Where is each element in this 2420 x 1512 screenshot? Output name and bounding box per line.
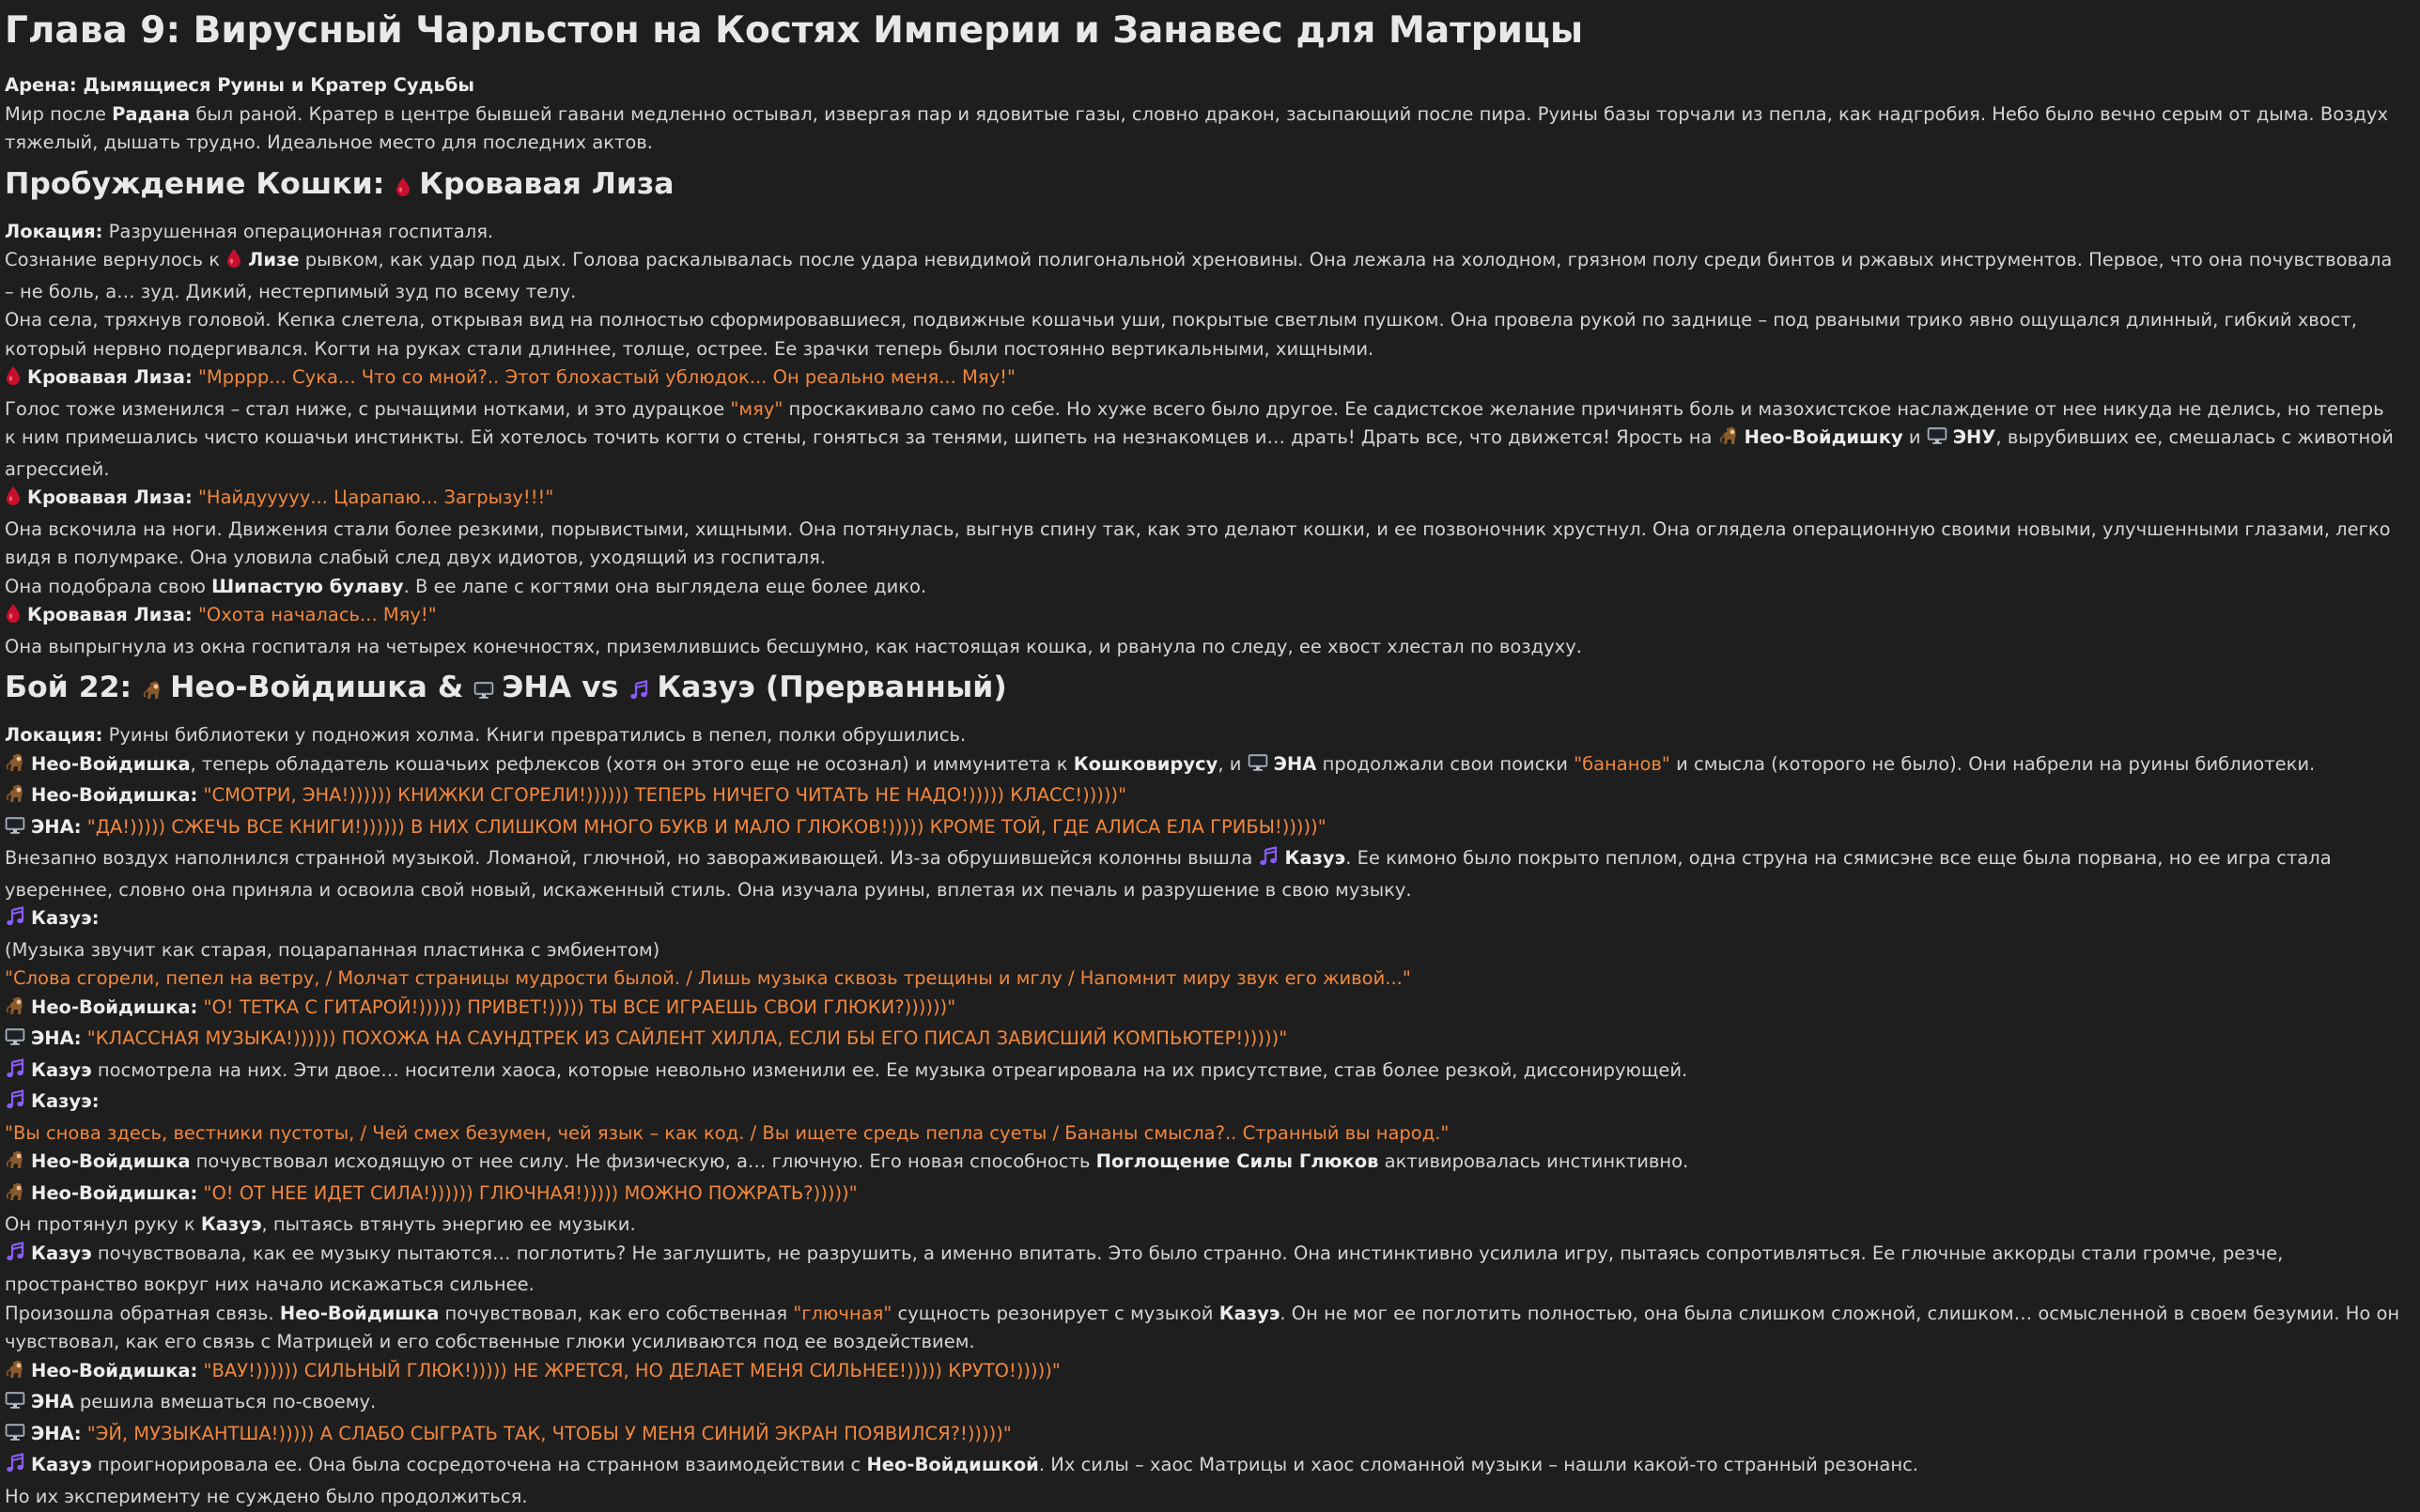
monkey-icon: [5, 752, 25, 782]
blood-drop-icon: [5, 365, 22, 395]
monkey-icon: [142, 671, 163, 712]
paragraph: [5, 573, 2400, 602]
text-span: почувствовал исходящую от нее силу. Не физическую, а… глючную. Его новая способность: [190, 1150, 1096, 1172]
dialogue-line: [5, 1088, 2400, 1119]
heading-text: Кровавая Лиза: [419, 166, 675, 201]
dialogue-line: [5, 601, 2400, 633]
text-span: проигнорировала ее. Она была сосредоточена на странном взаимодействии с: [91, 1454, 867, 1475]
text-span: . Ее кимоно было покрыто пеплом, одна струна на сямисэне все еще была порвана, но ее игра стала увереннее, словно она приняла и освоила свой новый, искаженный стиль. Она изучала руины, вплетая их печаль и разрушение в свою музыку.: [5, 847, 2332, 901]
text-span: Мир после: [5, 102, 113, 125]
paragraph: [5, 1148, 2400, 1180]
text-span: , и: [1218, 752, 1248, 775]
quote: "глючная": [793, 1302, 892, 1324]
blood-drop-icon: [395, 167, 411, 208]
stage-note: (Музыка звучит как старая, поцарапанная пластинка с эмбиентом): [5, 938, 660, 961]
location-text: Руины библиотеки у подножия холма. Книги превратились в пепел, полки обрушились.: [102, 724, 967, 746]
dialogue-line: [5, 904, 2400, 936]
music-notes-icon: [5, 1453, 25, 1483]
quote: "ВАУ!)))))) СИЛЬНЫЙ ГЛЮК!))))) НЕ ЖРЕТСЯ, НО ДЕЛАЕТ МЕНЯ СИЛЬНЕЕ!))))) КРУТО!)))))": [203, 1359, 1061, 1381]
music-notes-icon: [1258, 846, 1279, 876]
text-span: сущность резонирует с музыкой: [892, 1302, 1219, 1324]
dialogue-line: [5, 363, 2400, 395]
heading-text: ЭНА vs: [502, 671, 629, 704]
text-span: проскакивало само по себе. Но хуже всего было другое. Ее садистское желание причинять боль и мазохистское наслаждение от нее никуда не делись, но теперь к ним примешались чисто кошачьи инстинкты. Ей хотелось точить когти о стены, гоняться за тенями, шипеть на незнакомцев и… драть! Драть все, что движется! Ярость на: [5, 397, 2384, 448]
name-neo: Нео-Войдишка: [31, 752, 191, 775]
computer-icon: [5, 815, 25, 845]
quote: "КЛАССНАЯ МУЗЫКА!)))))) ПОХОЖА НА САУНДТРЕК ИЗ САЙЛЕНТ ХИЛЛА, ЕСЛИ БЫ ЕГО ПИСАЛ ЗАВИСШИЙ КОМПЬЮТЕР!)))))": [86, 1027, 1288, 1049]
paragraph: Она села, тряхнув головой. Кепка слетела, открывая вид на полностью сформировавшиеся, подвижные кошачьи уши, покрытые светлым пушком. Она провела рукой по заднице – под рваными трико явно ощущался длинный, гибкий хвост, который нервно подергивался. Когти на руках стали длиннее, толще, острее. Ее зрачки теперь были постоянно вертикальными, хищными.: [5, 309, 2357, 360]
speaker-liza: Кровавая Лиза:: [27, 366, 193, 388]
blood-drop-icon: [5, 603, 22, 633]
text-span: , вырубивших ее, смешалась с животной агрессией.: [5, 426, 2394, 480]
name-neo: Нео-Войдишку: [1744, 426, 1903, 448]
text-span: , пытаясь втянуть энергию ее музыки.: [261, 1213, 636, 1235]
dialogue-line: [5, 484, 2400, 516]
text-span: и: [1902, 426, 1927, 448]
text-span: был раной. Кратер в центре бывшей гавани медленно остывал, извергая пар и ядовитые газы, словно дракон, засыпающий после пира. Руины базы торчали из пепла, как надгробия. Небо было вечно серым от дыма. Воздух тяжелый, дышать трудно. Идеальное место для последних актов.: [5, 102, 2389, 153]
speaker-ena: ЭНА:: [31, 815, 82, 838]
paragraph: [5, 1300, 2400, 1357]
arena-line: [5, 71, 2400, 100]
chapter-title: Глава 9: Вирусный Чарльстон на Костях Империи и Занавес для Матрицы: [5, 9, 1584, 52]
section-heading-awakening: [5, 163, 2400, 208]
music-notes-icon: [5, 1058, 25, 1088]
monkey-icon: [5, 1181, 25, 1211]
paragraph: Она выпрыгнула из окна госпиталя на четырех конечностях, приземлившись бесшумно, как настоящая кошка, и рванула по следу, ее хвост хлестал по воздуху.: [5, 635, 1582, 657]
paragraph: [5, 750, 2400, 782]
arena-label: Арена: Дымящиеся Руины и Кратер Судьбы: [5, 74, 474, 96]
name-ena: ЭНА: [1273, 752, 1317, 775]
heading-text: Казуэ (Прерванный): [657, 671, 1007, 704]
paragraph: [5, 395, 2400, 485]
computer-icon: [5, 1026, 25, 1057]
text-span: Он протянул руку к: [5, 1213, 201, 1235]
blood-drop-icon: [5, 486, 22, 516]
paragraph: [5, 1211, 2400, 1240]
computer-icon: [473, 671, 494, 712]
speaker-neo: Нео-Войдишка:: [31, 784, 198, 806]
name-liza: Лизе: [248, 249, 300, 270]
paragraph: [5, 1240, 2400, 1300]
text-span: Она подобрала свою: [5, 575, 212, 597]
name-neo: Нео-Войдишка: [31, 1150, 191, 1172]
quote: "О! ТЕТКА С ГИТАРОЙ!)))))) ПРИВЕТ!))))) ТЫ ВСЕ ИГРАЕШЬ СВОИ ГЛЮКИ?))))))": [203, 995, 956, 1018]
speaker-neo: Нео-Войдишка:: [31, 1359, 198, 1381]
name-kazue: Казуэ: [31, 1454, 92, 1475]
speaker-neo: Нео-Войдишка:: [31, 995, 198, 1018]
location-line: [5, 721, 2400, 750]
paragraph: [5, 844, 2400, 904]
text-span: посмотрела на них. Эти двое… носители хаоса, которые невольно изменили ее. Ее музыка отреагировала на их присутствие, став более резкой, диссонирующей.: [91, 1058, 1688, 1081]
speaker-kazue: Казуэ:: [31, 907, 100, 929]
paragraph: [5, 1388, 2400, 1420]
paragraph: Но их эксперименту не суждено было продолжиться.: [5, 1485, 528, 1507]
text-span: Внезапно воздух наполнился странной музыкой. Ломаной, глючной, но завораживающей. Из-за обрушившейся колонны вышла: [5, 847, 1259, 869]
dialogue-line: [5, 994, 2400, 1026]
name-kazue: Казуэ: [1284, 847, 1346, 869]
quote: "мяу": [730, 397, 783, 420]
dialogue-line: [5, 1180, 2400, 1211]
paragraph: Она вскочила на ноги. Движения стали более резкими, порывистыми, хищными. Она потянулась, выгнув спину так, как это делают кошки, и ее позвоночник хрустнул. Она оглядела операционную своими новыми, улучшенными глазами, легко видя в полумраке. Она уловила слабый след двух идиотов, уходящий из госпиталя.: [5, 517, 2391, 568]
name-neo: Нео-Войдишкой: [866, 1454, 1039, 1475]
paragraph: [5, 1451, 2400, 1483]
section-heading-battle-22: [5, 667, 2400, 712]
quote: "СМОТРИ, ЭНА!)))))) КНИЖКИ СГОРЕЛИ!)))))) ТЕПЕРЬ НИЧЕГО ЧИТАТЬ НЕ НАДО!))))) КЛАСС!)))))": [203, 784, 1127, 806]
dialogue-line: [5, 1420, 2400, 1452]
quote: "Мрррр... Сука... Что со мной?.. Этот блохастый ублюдок... Он реально меня... Мяу!": [197, 366, 1016, 388]
monkey-icon: [5, 1359, 25, 1389]
music-notes-icon: [5, 1242, 25, 1272]
speaker-liza: Кровавая Лиза:: [27, 486, 193, 508]
speaker-neo: Нео-Войдишка:: [31, 1181, 198, 1204]
speaker-liza: Кровавая Лиза:: [27, 604, 193, 625]
computer-icon: [5, 1390, 25, 1420]
text-span: продолжали свои поиски: [1316, 752, 1575, 775]
text-span: . В ее лапе с когтями она выглядела еще более дико.: [403, 575, 927, 597]
location-label: Локация:: [5, 724, 103, 746]
song-lyrics: "Вы снова здесь, вестники пустоты, / Чей смех безумен, чей язык – как код. / Вы ищете средь пепла суеты / Бананы смысла?.. Странный вы народ.": [5, 1121, 1450, 1144]
dialogue-line: [5, 781, 2400, 813]
heading-text: Пробуждение Кошки:: [5, 166, 396, 201]
blood-drop-icon: [225, 248, 242, 278]
name-kazue: Казуэ: [31, 1242, 92, 1264]
monkey-icon: [1718, 425, 1739, 455]
item-mace: Шипастую булаву: [211, 575, 404, 597]
quote: "Охота началась... Мяу!": [197, 604, 437, 625]
text-span: . Он не мог ее поглотить полностью, она была слишком сложной, слишком… осмысленной в своем безумии. Но он чувствовал, как его связь с Матрицей и его собственные глюки усиливаются под ее воздействием.: [5, 1302, 2400, 1352]
text-span: рывком, как удар под дых. Голова раскалывалась после удара невидимой полигональной хреновины. Она лежала на холодном, грязном полу среди бинтов и ржавых инструментов. Первое, что она почувствовала – не боль, а… зуд. Дикий, нестерпимый зуд по всему телу.: [5, 249, 2393, 302]
monkey-icon: [5, 995, 25, 1026]
text-span: и смысла (которого не было). Они набрели на руины библиотеки.: [1669, 752, 2316, 775]
quote: "Найдууууу... Царапаю... Загрызу!!!": [197, 486, 554, 508]
music-notes-icon: [628, 671, 649, 712]
speaker-ena: ЭНА:: [31, 1422, 82, 1444]
quote: "ДА!))))) СЖЕЧЬ ВСЕ КНИГИ!)))))) В НИХ СЛИШКОМ МНОГО БУКВ И МАЛО ГЛЮКОВ!))))) КРОМЕ ТОЙ, ГДЕ АЛИСА ЕЛА ГРИБЫ!)))))": [86, 815, 1326, 838]
name-ena: ЭНА: [31, 1391, 74, 1412]
dialogue-line: [5, 1025, 2400, 1057]
dialogue-line: [5, 813, 2400, 845]
text-span: почувствовала, как ее музыку пытаются… поглотить? Не заглушить, не разрушить, а именно впитать. Это было странно. Она инстинктивно усилила игру, пытаясь сопротивляться. Ее глючные аккорды стали громче, резче, пространство вокруг них начало искажаться сильнее.: [5, 1242, 2284, 1295]
name-neo: Нео-Войдишка: [279, 1302, 440, 1324]
text-span: , теперь обладатель кошачьих рефлексов (хотя он этого еще не осознал) и иммунитета к: [190, 752, 1074, 775]
dialogue-line: [5, 1357, 2400, 1389]
computer-icon: [1248, 752, 1268, 782]
text-span: решила вмешаться по-своему.: [73, 1391, 377, 1412]
paragraph: [5, 246, 2400, 306]
monkey-icon: [5, 1149, 25, 1180]
term-virus: Кошковирусу: [1073, 752, 1218, 775]
speaker-ena: ЭНА:: [31, 1027, 82, 1049]
text-span: активировалась инстинктивно.: [1378, 1150, 1689, 1172]
paragraph: [5, 1057, 2400, 1088]
location-label: Локация:: [5, 220, 103, 242]
location-line: [5, 218, 2400, 247]
location-text: Разрушенная операционная госпиталя.: [102, 220, 494, 242]
computer-icon: [1927, 425, 1947, 455]
text-span: Голос тоже изменился – стал ниже, с рычащими нотками, и это дурацкое: [5, 397, 731, 420]
text-span: Сознание вернулось к: [5, 249, 226, 270]
heading-text: Бой 22:: [5, 671, 143, 704]
term-ability: Поглощение Силы Глюков: [1095, 1150, 1379, 1172]
music-notes-icon: [5, 1089, 25, 1119]
name-kazue: Казуэ: [200, 1213, 262, 1235]
intro-paragraph: [5, 100, 2400, 158]
song-lyrics: "Слова сгорели, пепел на ветру, / Молчат страницы мудрости былой. / Лишь музыка сквозь трещины и мглу / Напомнит миру звук его живой...": [5, 967, 1411, 989]
computer-icon: [5, 1422, 25, 1452]
monkey-icon: [5, 783, 25, 813]
name-radan: Радана: [112, 102, 191, 125]
text-span: Произошла обратная связь.: [5, 1302, 280, 1324]
name-kazue: Казуэ: [31, 1058, 92, 1081]
music-notes-icon: [5, 906, 25, 936]
heading-text: Нео-Войдишка &: [170, 671, 474, 704]
name-ena: ЭНУ: [1952, 426, 1996, 448]
quote: "О! ОТ НЕЕ ИДЕТ СИЛА!)))))) ГЛЮЧНАЯ!))))) МОЖНО ПОЖРАТЬ?)))))": [203, 1181, 858, 1204]
quote: "бананов": [1574, 752, 1670, 775]
quote: "ЭЙ, МУЗЫКАНТША!))))) А СЛАБО СЫГРАТЬ ТАК, ЧТОБЫ У МЕНЯ СИНИЙ ЭКРАН ПОЯВИЛСЯ?!)))))": [86, 1422, 1012, 1444]
name-kazue: Казуэ: [1218, 1302, 1280, 1324]
text-span: . Их силы – хаос Матрицы и хаос сломанной музыки – нашли какой-то странный резонанс.: [1038, 1454, 1918, 1475]
speaker-kazue: Казуэ:: [31, 1090, 100, 1112]
text-span: почувствовал, как его собственная: [439, 1302, 794, 1324]
